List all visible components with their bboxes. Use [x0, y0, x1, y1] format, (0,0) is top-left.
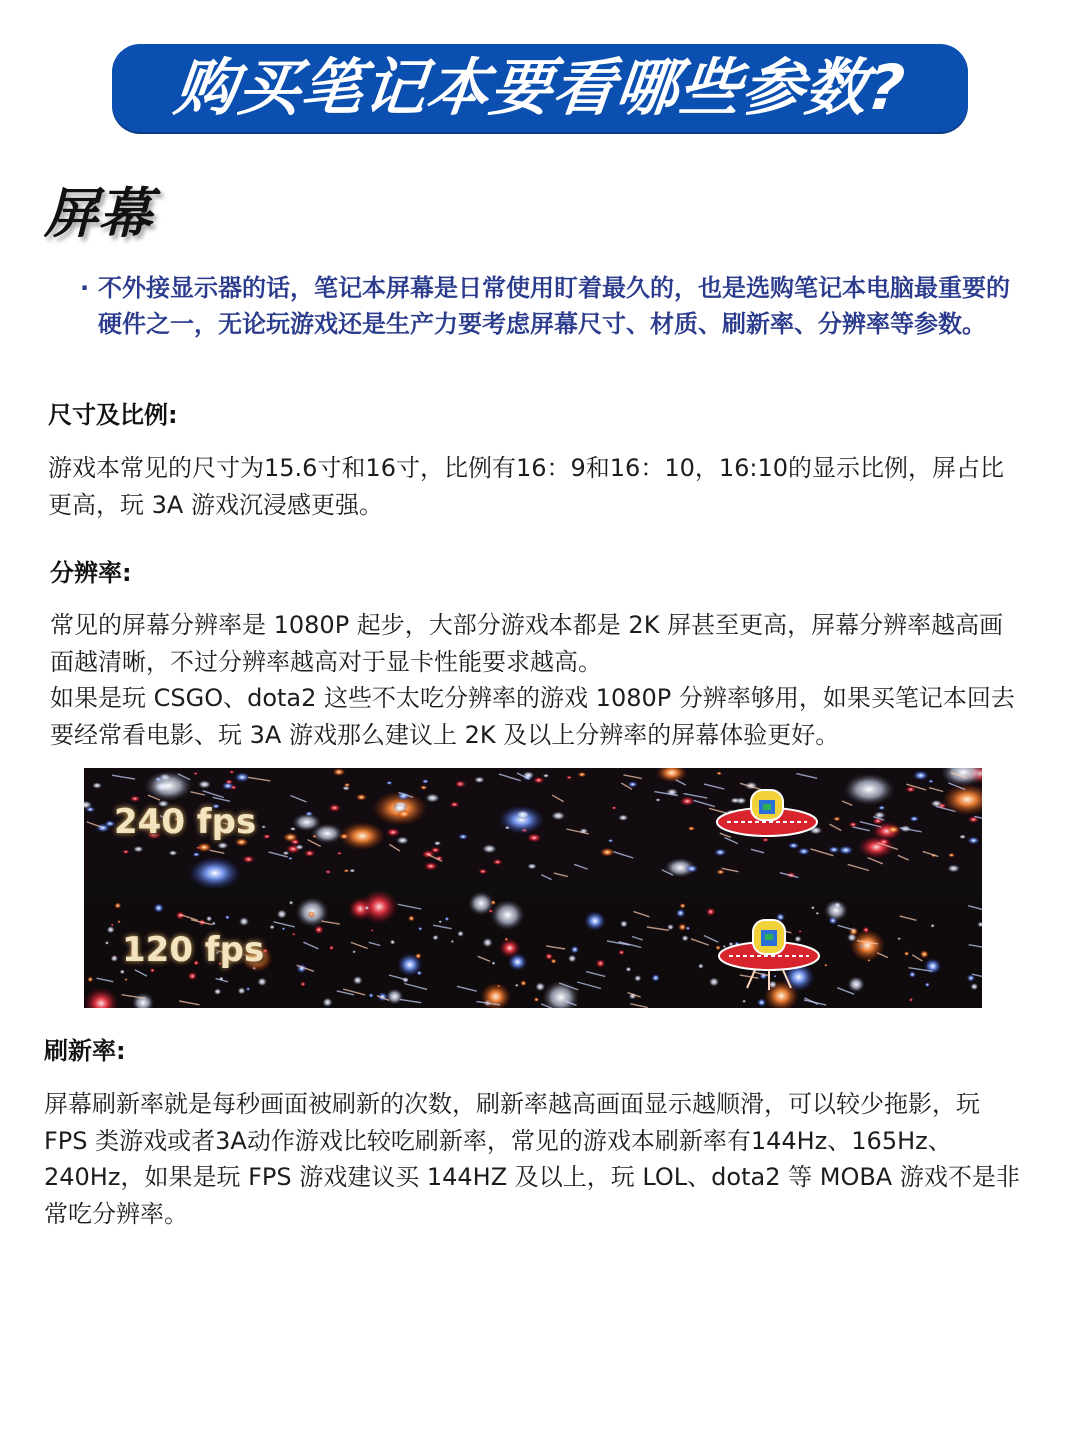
- star: [491, 900, 497, 905]
- star: [332, 768, 345, 776]
- star: [396, 836, 409, 844]
- star: [217, 842, 229, 850]
- star: [773, 975, 776, 978]
- star: [833, 817, 841, 822]
- star: [106, 926, 115, 934]
- star: [257, 977, 267, 986]
- star: [229, 770, 235, 774]
- star: [913, 771, 929, 781]
- star: [153, 903, 164, 913]
- star: [515, 810, 530, 820]
- star: [860, 945, 863, 948]
- star: [300, 981, 306, 986]
- star: [371, 929, 374, 932]
- star: [709, 977, 720, 987]
- star: [311, 823, 344, 844]
- star: [967, 837, 979, 845]
- star: [239, 917, 250, 927]
- star: [420, 785, 428, 790]
- star: [948, 853, 955, 858]
- star: [626, 967, 632, 972]
- fps-label-240: 240 fps: [114, 802, 257, 842]
- star: [676, 909, 686, 918]
- star: [920, 950, 929, 958]
- star: [222, 782, 234, 790]
- star: [788, 842, 799, 849]
- star: [491, 961, 495, 965]
- star: [282, 851, 289, 855]
- star: [730, 797, 740, 803]
- star: [551, 811, 566, 820]
- star: [909, 998, 914, 1002]
- star: [798, 930, 801, 933]
- star: [193, 772, 198, 775]
- star: [438, 920, 442, 923]
- star: [878, 805, 886, 810]
- star: [424, 862, 439, 871]
- star: [742, 999, 746, 1003]
- star: [678, 923, 687, 931]
- size-heading: 尺寸及比例:: [48, 401, 178, 429]
- star: [269, 925, 275, 930]
- star: [681, 935, 689, 942]
- star: [716, 869, 725, 874]
- star: [322, 997, 333, 1007]
- star: [824, 899, 849, 921]
- star: [92, 782, 102, 789]
- star: [578, 772, 587, 778]
- star: [295, 844, 304, 850]
- star: [328, 804, 341, 812]
- star: [566, 776, 573, 780]
- star: [390, 939, 396, 944]
- star: [815, 912, 819, 915]
- star: [276, 909, 287, 919]
- star: [897, 937, 901, 940]
- refresh-text: 屏幕刷新率就是每秒画面被刷新的次数，刷新率越高画面显示越顺滑，可以较少拖影，玩 FPS 类游戏或者3A动作游戏比较吃刷新率，常见的游戏本刷新率有144Hz、165Hz、240Hz，如果是玩 FPS 游戏建议买 144HZ 及以上，玩 LOL、dota2 等 MOBA 游戏不是非常吃分辨率。: [44, 1090, 1020, 1228]
- star: [533, 777, 544, 784]
- star: [110, 955, 118, 962]
- star: [451, 940, 455, 943]
- star: [122, 850, 129, 855]
- star: [386, 781, 393, 785]
- star: [312, 835, 317, 838]
- star: [685, 865, 698, 873]
- star: [628, 781, 638, 787]
- star: [292, 933, 296, 936]
- star: [680, 903, 686, 909]
- star: [242, 855, 255, 863]
- star: [568, 954, 577, 962]
- star: [618, 949, 625, 955]
- star: [909, 816, 919, 822]
- star: [620, 920, 628, 928]
- intro-text: 不外接显示器的话，笔记本屏幕是日常使用盯着最久的，也是选购笔记本电脑最重要的硬件之一，无论玩游戏还是生产力要考虑屏幕尺寸、材质、刷新率、分辨率等参数。: [98, 274, 1010, 338]
- star: [828, 846, 839, 853]
- star: [337, 852, 343, 856]
- star: [667, 924, 674, 931]
- star: [499, 938, 521, 958]
- star: [342, 786, 350, 791]
- star: [425, 793, 440, 802]
- star: [527, 863, 537, 869]
- star: [339, 833, 349, 839]
- star: [397, 809, 412, 818]
- star: [634, 975, 642, 982]
- star: [124, 978, 127, 981]
- star: [867, 959, 870, 962]
- star: [356, 794, 367, 801]
- star: [928, 780, 934, 784]
- star: [353, 976, 363, 985]
- star: [444, 917, 449, 922]
- star: [947, 864, 960, 872]
- star: [714, 848, 727, 856]
- star: [368, 993, 373, 998]
- fps-label-120: 120 fps: [122, 930, 265, 970]
- title-banner: [112, 44, 968, 132]
- star: [520, 980, 527, 986]
- star: [282, 927, 286, 930]
- star: [715, 945, 721, 950]
- star: [434, 841, 442, 846]
- star: [478, 868, 487, 874]
- star: [887, 825, 900, 833]
- resolution-text-1: 常见的屏幕分辨率是 1080P 起步，大部分游戏本都是 2K 屏甚至更高，屏幕分辨率越高画面越清晰，不过分辨率越高对于显卡性能要求越高。: [50, 611, 1004, 676]
- star: [482, 938, 493, 948]
- star: [482, 844, 497, 854]
- star: [488, 909, 493, 913]
- resolution-paragraph: [50, 607, 1025, 753]
- star: [909, 971, 916, 978]
- star: [611, 806, 617, 810]
- bullet-dot: ·: [80, 274, 90, 302]
- star: [457, 930, 464, 937]
- star: [288, 857, 293, 860]
- star: [261, 825, 266, 828]
- star: [811, 906, 815, 910]
- star: [862, 927, 869, 934]
- star: [289, 900, 294, 905]
- star: [212, 922, 216, 926]
- star: [925, 982, 930, 987]
- star: [418, 927, 423, 931]
- star: [386, 828, 400, 837]
- star: [930, 924, 935, 928]
- star: [570, 946, 579, 954]
- star: [706, 907, 716, 916]
- star: [189, 857, 241, 890]
- star: [924, 958, 942, 974]
- star: [120, 969, 126, 974]
- star: [698, 963, 704, 969]
- star: [904, 951, 910, 956]
- page-title: 购买笔记本要看哪些参数?: [171, 51, 909, 124]
- star: [114, 902, 121, 909]
- star: [757, 998, 766, 1006]
- star: [794, 936, 802, 943]
- star: [263, 834, 271, 839]
- star: [206, 916, 213, 922]
- star: [283, 833, 298, 843]
- star: [187, 972, 197, 981]
- star: [543, 774, 550, 778]
- star: [584, 911, 606, 931]
- star: [474, 776, 485, 783]
- star: [214, 988, 222, 995]
- star: [534, 997, 540, 1002]
- star: [415, 953, 422, 959]
- refresh-paragraph: [44, 1086, 1029, 1232]
- resolution-heading: 分辨率:: [50, 559, 132, 587]
- star: [716, 772, 722, 776]
- star: [349, 869, 355, 873]
- star: [522, 771, 535, 779]
- star: [234, 772, 250, 782]
- resolution-text-2: 如果是玩 CSGO、dota2 这些不太吃分辨率的游戏 1080P 分辨率够用，如果买笔记本回去要经常看电影、玩 3A 游戏那么建议上 2K 及以上分辨率的屏幕体验更好。: [50, 684, 1015, 749]
- star: [798, 848, 811, 856]
- star: [838, 845, 853, 854]
- star: [450, 801, 460, 807]
- star: [87, 977, 93, 983]
- size-paragraph: [48, 450, 1028, 523]
- star: [527, 833, 542, 842]
- star: [847, 933, 857, 942]
- star: [655, 798, 661, 802]
- star: [432, 935, 439, 941]
- star: [959, 835, 966, 840]
- star: [198, 780, 212, 789]
- section-heading-screen: 屏幕: [44, 182, 152, 245]
- star: [608, 839, 614, 843]
- star: [618, 814, 629, 821]
- star: [967, 974, 976, 982]
- star: [762, 838, 769, 843]
- star: [133, 846, 144, 853]
- star: [458, 834, 468, 840]
- star: [192, 852, 200, 857]
- star: [824, 964, 828, 967]
- size-text: 游戏本常见的尺寸为15.6寸和16寸，比例有16：9和16：10，16:10的显示比例，屏占比更高，玩 3A 游戏沉浸感更强。: [48, 454, 1005, 519]
- star: [492, 859, 502, 865]
- star: [352, 950, 356, 953]
- star: [499, 806, 544, 834]
- star: [970, 983, 978, 991]
- star: [545, 953, 553, 961]
- star: [723, 945, 726, 948]
- star: [237, 987, 245, 995]
- star: [365, 906, 370, 910]
- star: [117, 920, 121, 923]
- star: [600, 848, 615, 857]
- star: [651, 974, 660, 982]
- star: [408, 915, 415, 921]
- star: [386, 988, 404, 1005]
- star: [847, 976, 865, 992]
- fps-comparison-image: [84, 768, 982, 1008]
- star: [596, 959, 606, 968]
- star: [688, 826, 696, 831]
- star: [422, 779, 429, 784]
- star: [343, 869, 349, 873]
- star: [515, 984, 519, 988]
- star: [843, 773, 896, 806]
- star: [679, 796, 695, 806]
- star: [304, 850, 316, 857]
- star: [504, 826, 510, 830]
- star: [308, 911, 316, 918]
- star: [246, 987, 250, 991]
- star: [105, 941, 109, 945]
- star: [329, 945, 335, 950]
- refresh-heading: 刷新率:: [44, 1037, 126, 1065]
- intro-paragraph: [80, 270, 1015, 342]
- star: [168, 850, 177, 856]
- star: [454, 780, 466, 787]
- star: [225, 915, 230, 920]
- star: [325, 870, 332, 874]
